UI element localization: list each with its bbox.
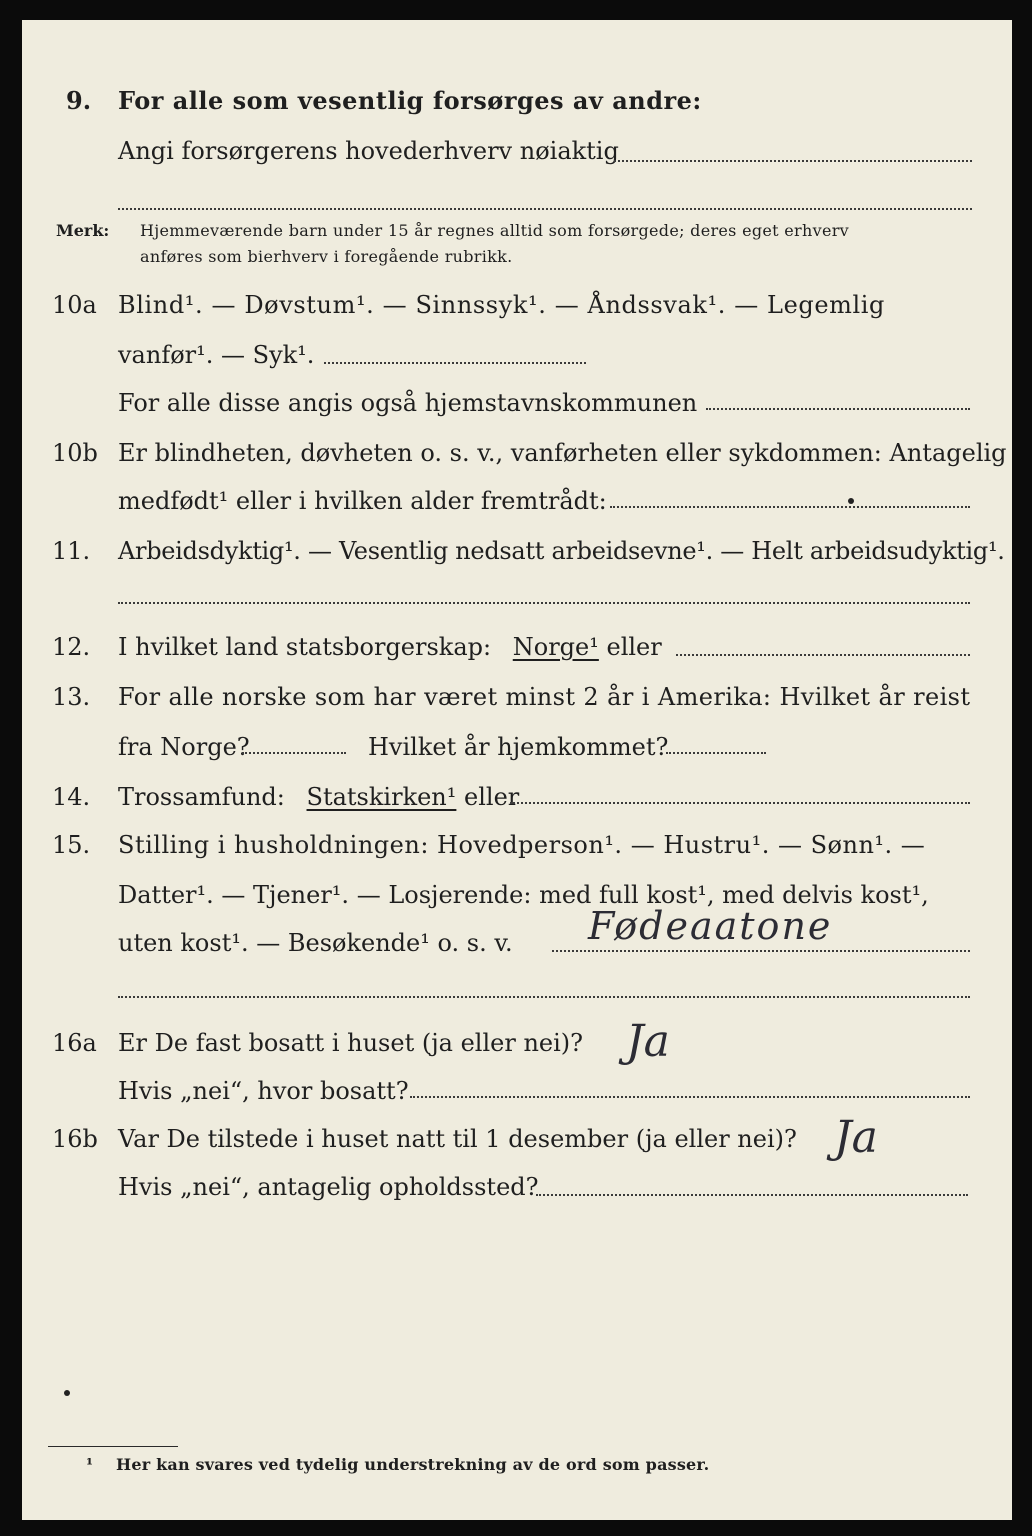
question-13-number: 13.	[52, 683, 91, 711]
question-14-suffix: eller	[464, 783, 520, 811]
question-12-answer-line[interactable]	[676, 654, 970, 656]
question-15-answer-line[interactable]	[552, 950, 970, 952]
question-16b-line-2: Hvis „nei“, antagelig opholdssted?	[118, 1173, 539, 1201]
question-15-number: 15.	[52, 831, 91, 859]
question-16a-answer-line[interactable]	[410, 1096, 970, 1098]
question-13-line-1: For alle norske som har været minst 2 år i Amerika: Hvilket år reist	[118, 683, 971, 711]
question-16b-number: 16b	[52, 1125, 98, 1153]
question-12-number: 12.	[52, 633, 91, 661]
question-16b-handwritten-answer: Ja	[834, 1112, 878, 1163]
question-10a-answer-line[interactable]	[324, 362, 586, 364]
question-13-return-year-line[interactable]	[666, 752, 766, 754]
question-10a-line-1: Blind¹. — Døvstum¹. — Sinnssyk¹. — Åndssvak¹. — Legemlig	[118, 291, 886, 319]
question-16a-line-1: Er De fast bosatt i huset (ja eller nei)?	[118, 1029, 584, 1057]
question-10b-number: 10b	[52, 439, 98, 467]
question-9-text: Angi forsørgerens hovederhverv nøiaktig	[118, 137, 619, 165]
question-10a-line-3: For alle disse angis også hjemstavnskommunen	[118, 389, 698, 417]
question-12-suffix: eller	[606, 633, 662, 661]
question-16b-answer-line[interactable]	[536, 1194, 968, 1196]
question-16a-line-2: Hvis „nei“, hvor bosatt?	[118, 1077, 409, 1105]
note-label: Merk:	[56, 221, 110, 240]
question-12-option-norge[interactable]: Norge¹	[512, 633, 599, 661]
question-15-line-3: uten kost¹. — Besøkende¹ o. s. v.	[118, 929, 513, 957]
question-16a-handwritten-answer: Ja	[626, 1016, 670, 1067]
question-15-extra-line[interactable]	[118, 996, 970, 998]
question-15-line-2: Datter¹. — Tjener¹. — Losjerende: med full kost¹, med delvis kost¹,	[118, 881, 929, 909]
question-10b-line-1: Er blindheten, døvheten o. s. v., vanførheten eller sykdommen: Antagelig	[118, 439, 1007, 467]
question-12-text	[118, 632, 662, 662]
question-10a-line-2: vanfør¹. — Syk¹.	[118, 341, 315, 369]
question-10a-number: 10a	[52, 291, 97, 319]
question-9-answer-line[interactable]	[614, 160, 972, 162]
ink-dot	[848, 498, 854, 504]
question-12-prefix: I hvilket land statsborgerskap:	[118, 633, 492, 661]
question-13-departure-year-line[interactable]	[242, 752, 346, 754]
question-14-prefix: Trossamfund:	[118, 783, 285, 811]
footnote-mark: ¹	[86, 1455, 94, 1474]
question-9-extra-line[interactable]	[118, 208, 972, 210]
question-10a-hometown-line[interactable]	[706, 408, 970, 410]
footnote-text: Her kan svares ved tydelig understrekning av de ord som passer.	[116, 1455, 710, 1474]
question-14-text	[118, 782, 519, 812]
question-9-heading: For alle som vesentlig forsørges av andre:	[118, 86, 702, 115]
note-line-2: anføres som bierhverv i foregående rubrikk.	[140, 247, 513, 266]
ink-dot	[64, 1390, 70, 1396]
question-16b-line-1: Var De tilstede i huset natt til 1 desember (ja eller nei)?	[118, 1125, 797, 1153]
question-14-number: 14.	[52, 783, 91, 811]
question-10b-answer-line[interactable]	[610, 506, 970, 508]
question-11-text: Arbeidsdyktig¹. — Vesentlig nedsatt arbeidsevne¹. — Helt arbeidsudyktig¹.	[118, 537, 1005, 565]
question-13-left-question: fra Norge?	[118, 733, 250, 761]
question-11-number: 11.	[52, 537, 91, 565]
question-14-option-statskirken[interactable]: Statskirken¹	[306, 783, 457, 811]
question-9-number: 9.	[66, 86, 92, 115]
footnote-divider	[48, 1446, 178, 1447]
question-10b-line-2: medfødt¹ eller i hvilken alder fremtrådt:	[118, 487, 607, 515]
question-15-handwritten-answer: Fødeaatone	[588, 904, 833, 948]
question-13-return-question: Hvilket år hjemkommet?	[368, 733, 669, 761]
question-16a-number: 16a	[52, 1029, 97, 1057]
census-form-page	[22, 20, 1012, 1520]
question-14-answer-line[interactable]	[510, 802, 970, 804]
question-15-line-1: Stilling i husholdningen: Hovedperson¹. — Hustru¹. — Sønn¹. —	[118, 831, 926, 859]
note-line-1: Hjemmeværende barn under 15 år regnes alltid som forsørgede; deres eget erhverv	[140, 221, 849, 240]
question-11-answer-line[interactable]	[118, 602, 970, 604]
